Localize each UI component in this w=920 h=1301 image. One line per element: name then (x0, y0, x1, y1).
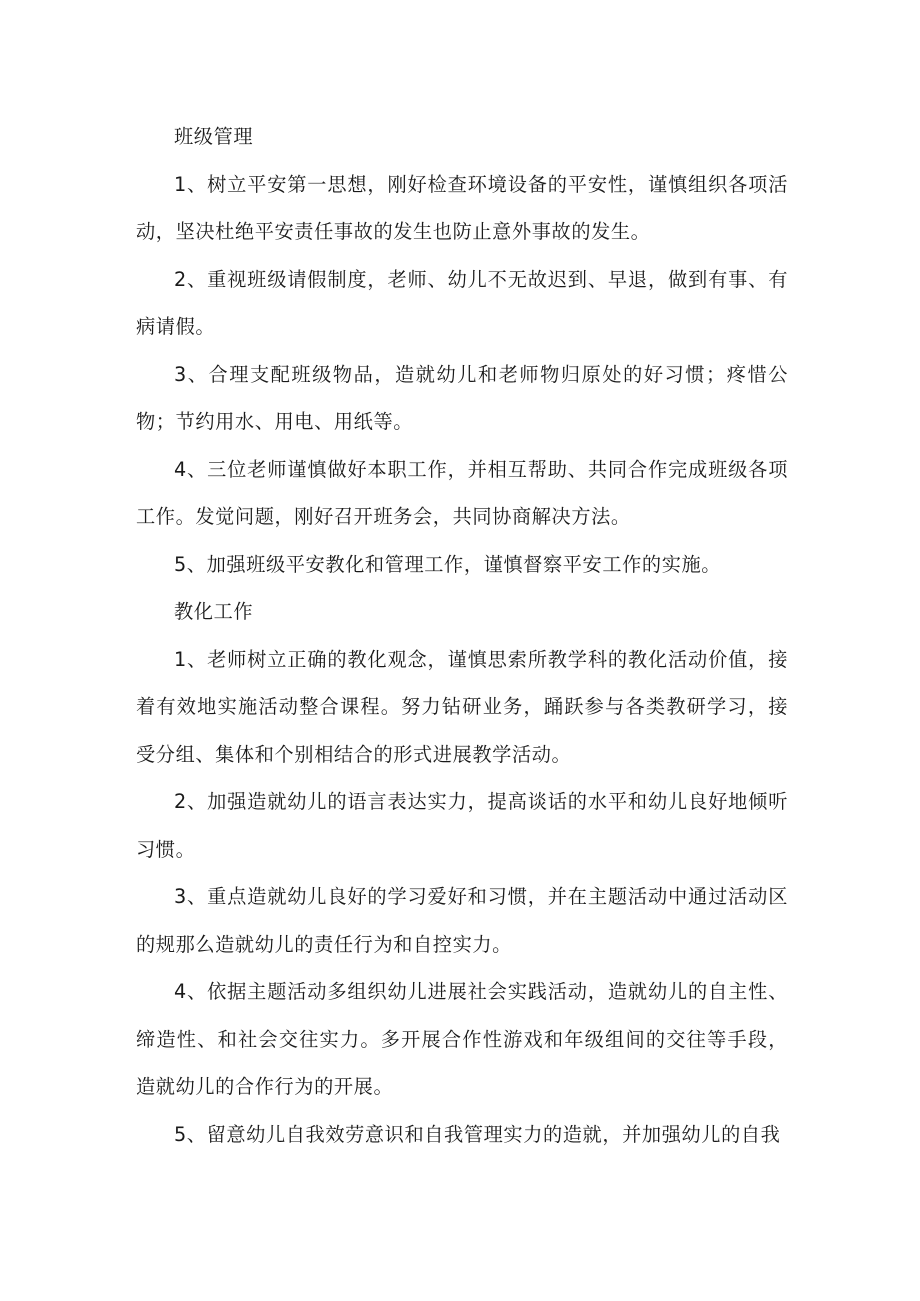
paragraph-education-work-4: 4、依据主题活动多组织幼儿进展社会实践活动，造就幼儿的自主性、缔造性、和社会交往实力。多开展合作性游戏和年级组间的交往等手段，造就幼儿的合作行为的开展。 (136, 980, 788, 1098)
paragraph-class-management-3: 3、合理支配班级物品，造就幼儿和老师物归原处的好习惯；疼惜公物；节约用水、用电、用纸等。 (136, 362, 788, 433)
paragraph-education-work-3: 3、重点造就幼儿良好的学习爱好和习惯，并在主题活动中通过活动区的规那么造就幼儿的责任行为和自控实力。 (136, 885, 788, 956)
section-heading-education-work: 教化工作 (174, 600, 254, 623)
paragraph-class-management-1: 1、树立平安第一思想，刚好检查环境设备的平安性，谨慎组织各项活动，坚决杜绝平安责任事故的发生也防止意外事故的发生。 (136, 172, 788, 243)
paragraph-class-management-5: 5、加强班级平安教化和管理工作，谨慎督察平安工作的实施。 (174, 552, 722, 576)
section-heading-class-management: 班级管理 (174, 125, 254, 148)
document-body (136, 113, 788, 1158)
paragraph-education-work-2: 2、加强造就幼儿的语言表达实力，提高谈话的水平和幼儿良好地倾听习惯。 (136, 790, 788, 861)
paragraph-class-management-2: 2、重视班级请假制度，老师、幼儿不无故迟到、早退，做到有事、有病请假。 (136, 267, 788, 338)
paragraph-education-work-5: 5、留意幼儿自我效劳意识和自我管理实力的造就，并加强幼儿的自我 (174, 1122, 781, 1146)
paragraph-class-management-4: 4、三位老师谨慎做好本职工作，并相互帮助、共同合作完成班级各项工作。发觉问题，刚好召开班务会，共同协商解决方法。 (136, 457, 788, 528)
paragraph-education-work-1: 1、老师树立正确的教化观念，谨慎思索所教学科的教化活动价值，接着有效地实施活动整合课程。努力钻研业务，踊跃参与各类教研学习，接受分组、集体和个别相结合的形式进展教学活动。 (136, 647, 788, 766)
